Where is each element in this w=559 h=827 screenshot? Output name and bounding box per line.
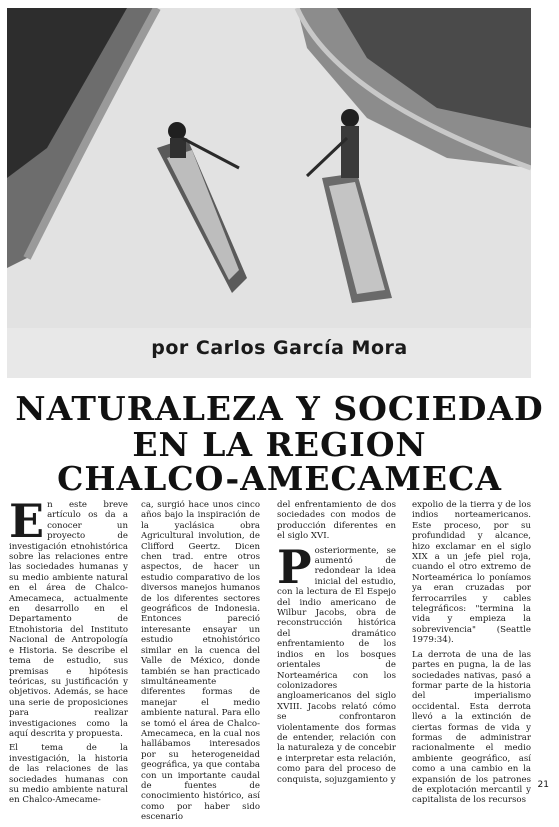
headline-line-1: NATURALEZA Y SOCIEDAD	[15, 389, 544, 428]
page-number: 21	[537, 780, 549, 790]
article-column-1	[9, 494, 128, 810]
byline: por Carlos García Mora	[151, 337, 408, 359]
column-3-paragraph-1: del enfrentamiento de dos sociedades con modos de producción diferentes en el siglo XVI.	[277, 500, 396, 542]
dropcap-p: P	[277, 539, 312, 594]
headline-line-3: CHALCO-AMECAMECA	[57, 459, 502, 498]
column-1-paragraph-2: El tema de la investigación, la historia de las relaciones de las sociedades humanas con su medio ambiente natural en Chalco-Amecame-	[9, 743, 128, 806]
dropcap-e: E	[9, 494, 45, 548]
column-4-paragraph-1: expolio de la tierra y de los indios norteamericanos. Este proceso, por su profundidad y alcance, hizo exclamar en el siglo XIX a un jefe piel roja, cuando el otro extremo de Norteamérica lo poníamos ya eran cruzadas por ferrocarriles y cables telegráficos: "termina la vida y empieza la sobrevivencia" (Seattle 1979:34).	[412, 500, 531, 646]
column-3-paragraph-2: osteriormente, se aumentó de redondear la idea inicial del estudio, con la lectura de El Espejo del indio americano de Wilbur Jacobs, obra de reconstrucción histórica del dramático enfrentamiento de los indios en los bosques orientales de Norteamérica con los colonizadores angloamericanos del siglo XVIII. Jacobs relató cómo se confrontaron violentamente dos formas de entender, relación con la naturaleza y de concebir e interpretar esta relación, como para del proceso de conquista, sojuzgamiento y	[277, 545, 396, 785]
column-4-paragraph-2: La derrota de una de las partes en pugna, la de las sociedades nativas, pasó a formar parte de la historia del imperialismo occidental. Esta derrota llevó a la extinción de ciertas formas de vida y formas de administrar racionalmente el medio ambiente geográfico, así como a una cambio en la expansión de los patrones de explotación mercantil y capitalista de los recursos	[412, 649, 531, 806]
column-2-paragraph-1: ca, surgió hace unos cinco años bajo la inspiración de la yaclásica obra Agricultural involution, de Clifford Geertz. Dicen chen trad. entre otros aspectos, de hacer un estudio comparativo de los diversos manejos humanos de los diferentes sectores geográficos de Indonesia. Entonces pareció interesante ensayar un estudio etnohistórico similar en la cuenca del Valle de México, donde también se han practicado simultáneamente diferentes formas de manejar el medio ambiente natural. Para ello se tomó el área de Chalco-Amecameca, en la cual nos hallábamos interesados por su heterogeneidad geográfica, ya que contaba con un importante caudal de fuentes de conocimiento histórico, así como por haber sido escenario	[141, 500, 260, 823]
article-column-3	[277, 500, 396, 789]
headline-line-2: EN LA REGION	[132, 425, 427, 464]
column-1-paragraph-1: n este breve artículo os da a conocer un proyecto de investigación etnohistórica sobre las relaciones entre las sociedades humanas y su medio ambiente natural en el área de Chalco-Amecameca, actualmente en desarrollo en el Departamento de Etnohistoria del Instituto Nacional de Antropología e Historia. Se describe el tema de estudio, sus premisas e hipótesis teóricas, su justificación y objetivos. Además, se hace una serie de proposiciones para realizar investigaciones como la aquí descrita y propuesta.	[9, 500, 128, 739]
article-column-2	[141, 500, 260, 827]
photo-canoes	[7, 8, 531, 378]
article-column-4	[412, 500, 531, 810]
canoe-photo-illustration	[7, 8, 531, 378]
